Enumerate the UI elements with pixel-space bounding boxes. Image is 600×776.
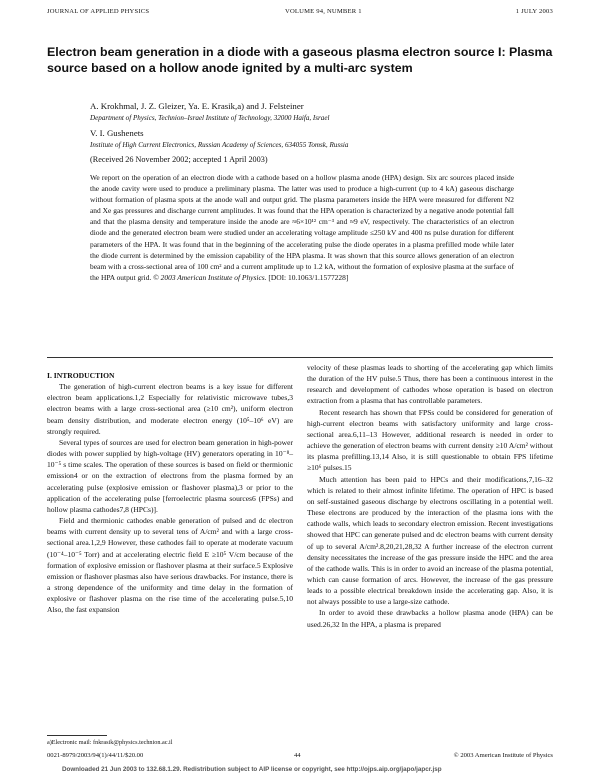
affiliation-tomsk: Institute of High Current Electronics, Russian Academy of Sciences, 634055 Tomsk, Russia [90,141,349,149]
footnote-email: a)Electronic mail: fnkrasik@physics.technion.ac.il [47,739,173,746]
article-code: 0021-8979/2003/94(1)/44/11/$20.00 [47,752,144,759]
affiliation-technion: Department of Physics, Technion–Israel Institute of Technology, 32000 Haifa, Israel [90,114,330,122]
paragraph: Recent research has shown that FPSs could be considered for generation of high-current electron beams with satisfactory uniformity and large cross-sectional area.6,11–13 However, additional research is needed in order to achieve the generation of electron beams with current density ≥10 A/cm² without its plasma prefilling.13,14 Also, it is still questionable to obtain FPS lifetime ≥10⁶ pulses.15 [307,407,553,473]
author-list: A. Krokhmal, J. Z. Gleizer, Ya. E. Krasik,a) and J. Felsteiner [90,101,304,111]
journal-header [47,8,553,20]
journal-name: JOURNAL OF APPLIED PHYSICS [47,8,150,15]
paragraph: Field and thermionic cathodes enable generation of pulsed and dc electron beams with current density up to several tens of A/cm² and with a large cross-sectional area.1,2,9 However, these cathodes fail to operate at moderate vacuum (10⁻⁴–10⁻⁵ Torr) and at accelerating electric field E ≥10⁵ V/cm because of the formation of explosive emission or flashover plasma at their surface.5 Explosive emission or flashover plasmas also have serious drawbacks. For instance, there is a strong dependence of the uniformity and time delay in the formation of explosive or flashover plasma on the rise time of the accelerating pulse.5,10 Also, the fast expansion [47,516,293,615]
page-number: 44 [294,752,301,759]
right-column [307,362,553,630]
section-heading: I. INTRODUCTION [47,371,115,380]
paragraph: Much attention has been paid to HPCs and their modifications,7,16–32 which is related to their almost infinite lifetime. The operation of HPC is based on self-sustained gaseous discharge by electrons oscillating in a potential well. These electrons are produced by the interaction of the plasma ions with the cathode walls, which leads to secondary electron emission. Recent investigations showed that HPC can generate pulsed and dc electron beams with current density of up to several A/cm².8,20,21,28,32 A further increase of the electron current density necessitates the increase of the gas pressure inside the HPC and the area of the cathode walls. This is in order to avoid an increase of the plasma potential, which can cause formation of arcs. However, the increase of the gas pressure leads to a possible electrical breakdown inside the accelerating gap. Also, it is not always possible to use a large-size cathode. [307,474,553,607]
section-divider [47,357,553,358]
issue-date: 1 JULY 2003 [515,8,553,15]
volume-number: VOLUME 94, NUMBER 1 [285,8,362,15]
page-footer [47,752,553,762]
abstract [90,172,514,283]
footer-copyright: © 2003 American Institute of Physics [453,752,553,759]
left-column [47,370,293,615]
paragraph: The generation of high-current electron beams is a key issue for different electron beam applications.1,2 Especially for relativistic microwave tubes,3 electron beams with a large cross-sectional area (≥10 cm²), uniform electron beam density distribution, and moderate electron energy (10⁵–10⁶ eV) are strongly required. [47,382,293,436]
author-list-2: V. I. Gushenets [90,128,144,138]
copyright-notice: © 2003 American Institute of Physics. [153,272,267,282]
doi[interactable]: [DOI: 10.1063/1.1577228] [268,272,349,282]
abstract-text: We report on the operation of an electron diode with a cathode based on a hollow plasma anode (HPA) design. Six arc sources placed inside the anode cavity were used to produce a preliminary plasma. The latter was used to produce a high-current (up to 4 kA) gaseous discharge without formation of plasma spots at the anode wall and output grid. The plasma parameters inside the HPA were measured for different N2 and Xe gas pressures and discharge current amplitudes. It was found that the HPA operation is characterized by a negative anode potential fall and that the plasma density and temperature inside the anode are ≈6×10¹² cm⁻³ and ≈9 eV, respectively. The characteristics of an electron diode and the generated electron beam were studied under an accelerating voltage amplitude ≤250 kV and 400 ns pulse duration for different parameters of the HPA. It was found that in the beginning of the accelerating pulse the diode operates in a plasma prefilled mode while later the diode current is determined by the emission capability of the HPA plasma. It was shown that this source allows generation of an electron beam with a cross-sectional area of 100 cm² and a current amplitude up to 1.2 kA, without the formation of explosive plasma at the surface of the HPA output grid. [90,173,514,282]
received-dates: (Received 26 November 2002; accepted 1 April 2003) [90,155,268,164]
paper-title: Electron beam generation in a diode with a gaseous plasma electron source I: Plasma source based on a hollow anode ignited by a multi-arc system [47,45,553,75]
footnote-rule [47,735,107,736]
download-notice[interactable]: Downloaded 21 Jun 2003 to 132.68.1.29. Redistribution subject to AIP license or copyright, see http://ojps.aip.org/japo/japcr.jsp [62,766,442,773]
paragraph: Several types of sources are used for electron beam generation in high-power diodes with power supplied by high-voltage (HV) generators operating in 10⁻⁸–10⁻⁵ s time scales. The operation of these sources is based on field or thermionic emission4 or on the extraction of electrons from the plasma formed by an accelerating pulse (explosive emission or flashover plasma),3 or prior to the application of the accelerating pulse [ferroelectric plasma sources6 (FPSs) and hollow plasma cathodes7,8 (HPCs)]. [47,437,293,514]
paragraph: In order to avoid these drawbacks a hollow plasma anode (HPA) can be used.26,32 In the HPA, a plasma is prepared [307,608,553,629]
paragraph: velocity of these plasmas leads to shorting of the accelerating gap which limits the duration of the HV pulse.5 Thus, there has been a continuous interest in the research and development of cathodes whose operation is based on electron extraction from a plasma that has controllable parameters. [307,363,553,406]
